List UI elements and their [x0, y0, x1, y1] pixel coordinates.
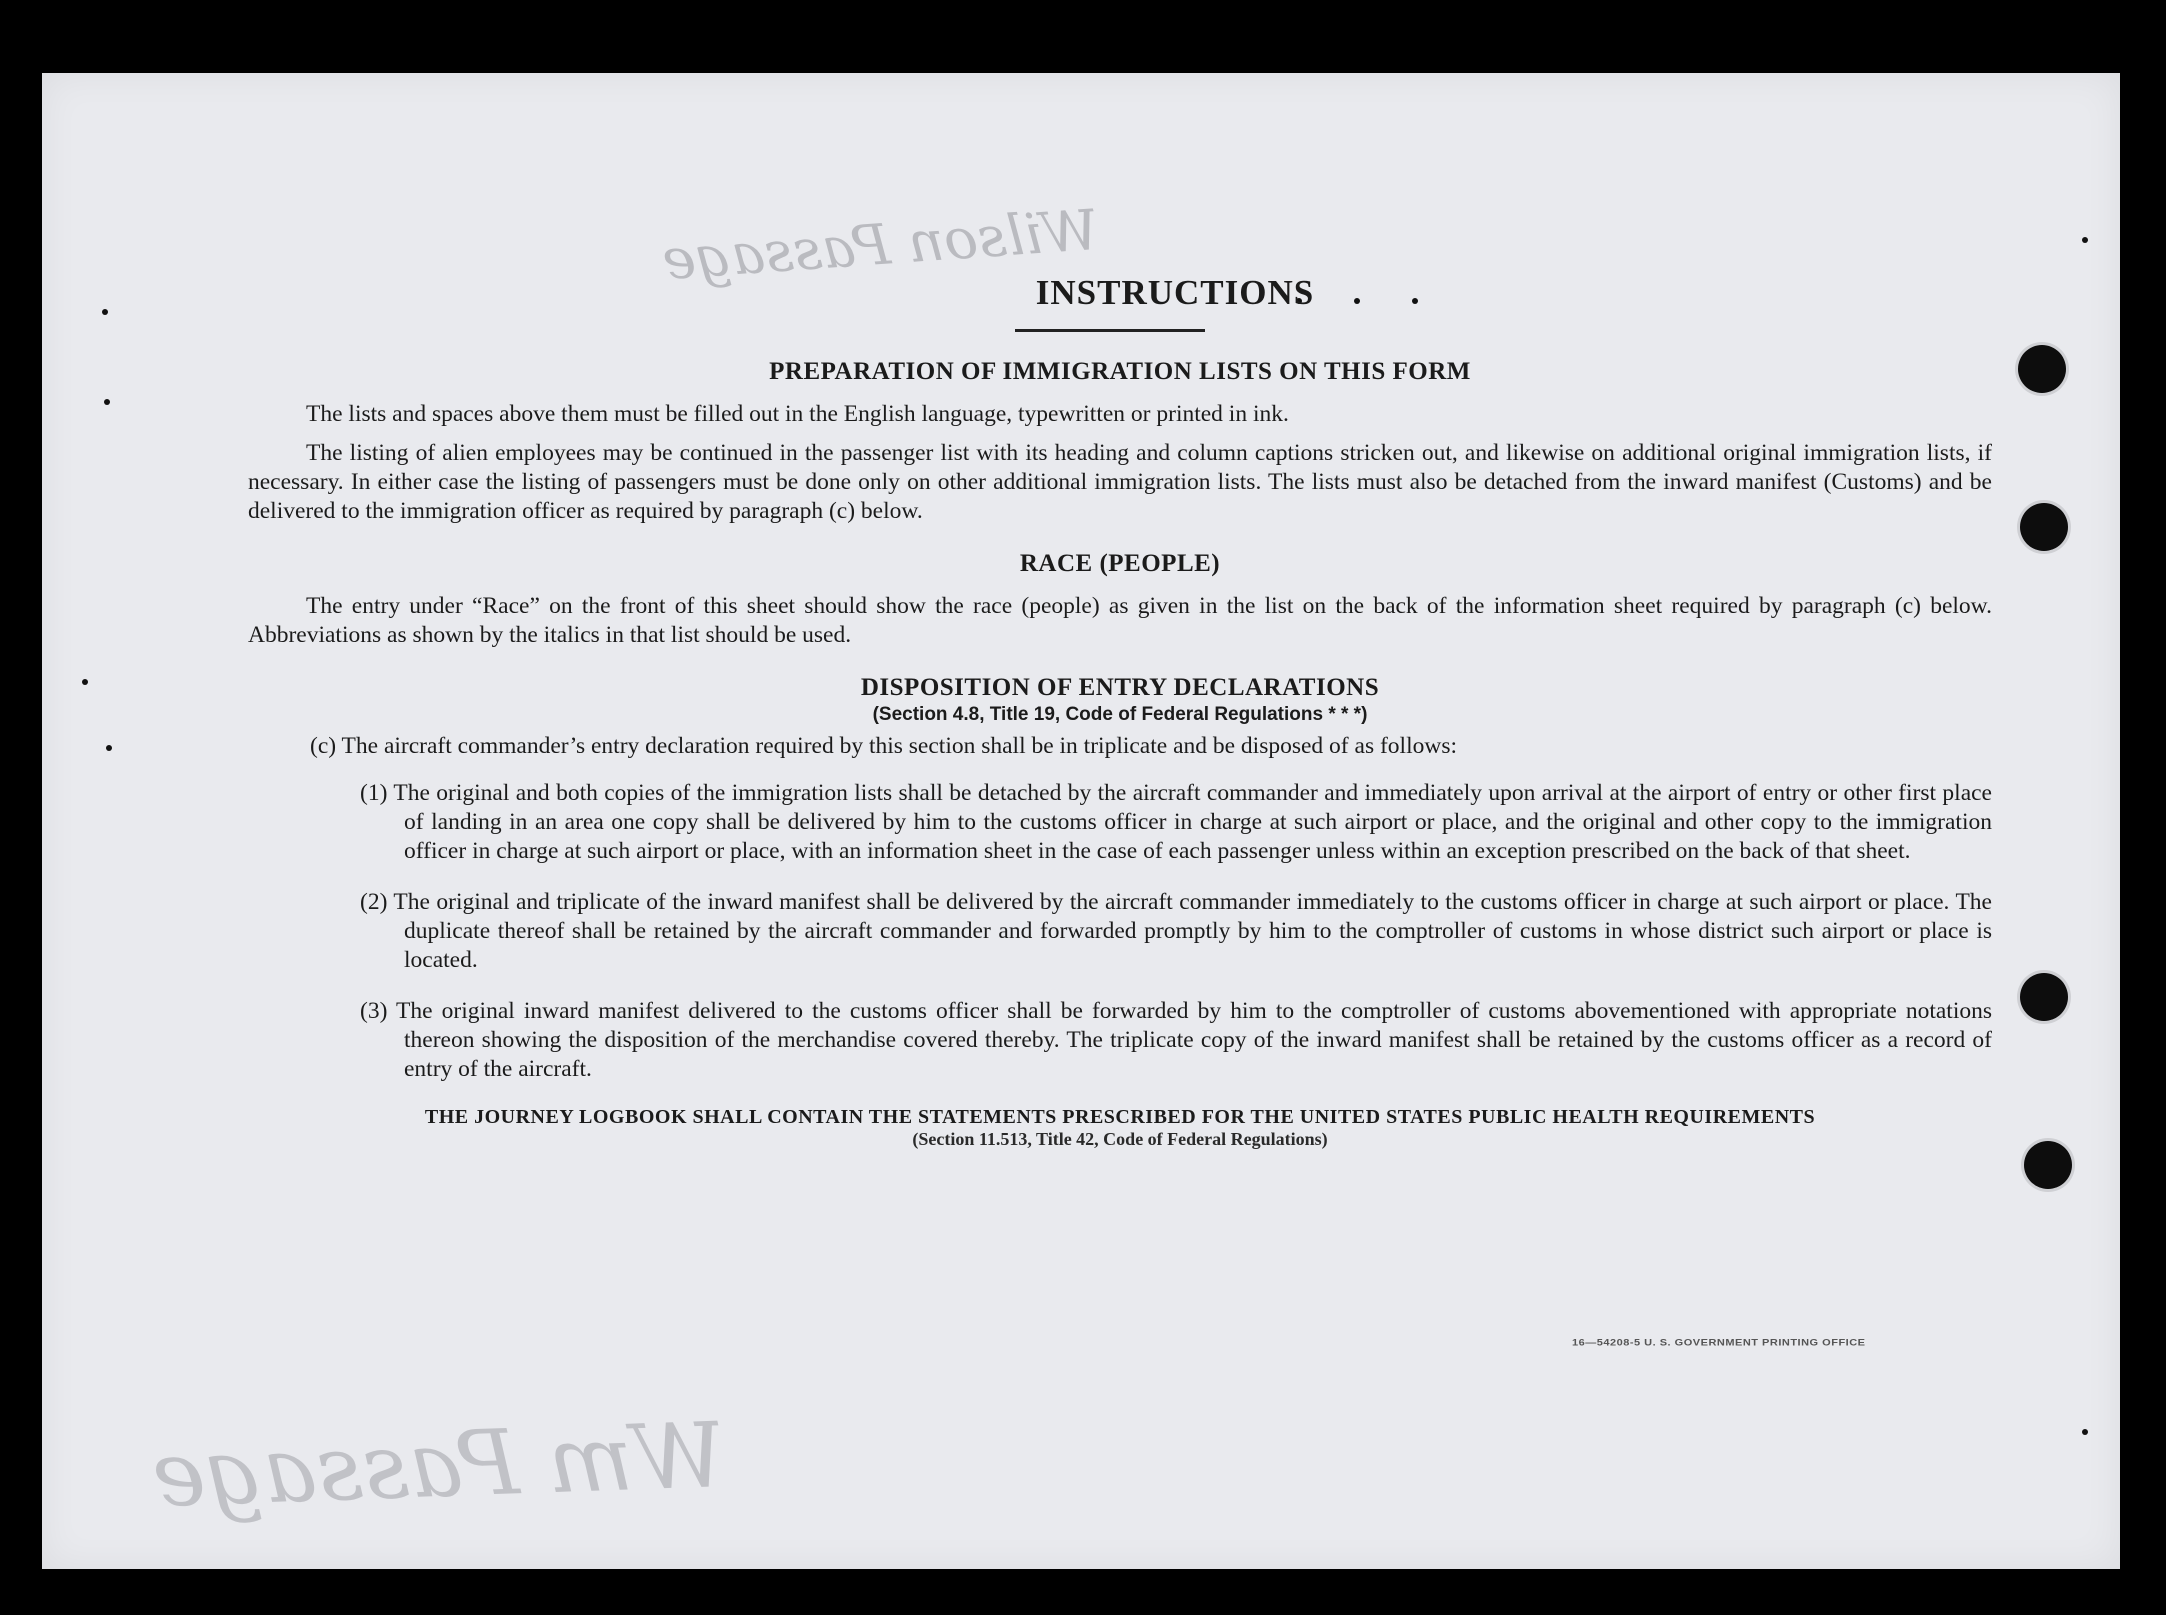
- list-item-1: (1) The original and both copies of the immigration lists shall be detached by the aircraft commander and immediately upon arrival at the airport of entry or other first place of landing in an area one copy shall be delivered by him to the customs officer in charge at such airport or place, and the original and other copy to the immigration officer in charge at such airport or place, with an information sheet in the case of each passenger unless within an exception prescribed on the back of that sheet.: [360, 780, 1992, 864]
- scan-speck: [104, 399, 110, 405]
- binder-hole-3: [2020, 973, 2068, 1021]
- section-subheading-disposition: (Section 4.8, Title 19, Code of Federal Regulations * * *): [872, 704, 1368, 725]
- section-heading-race: RACE (PEOPLE): [1019, 550, 1221, 577]
- handwritten-note-top: Wilson Passage: [660, 197, 1101, 294]
- scan-speck: [2082, 1429, 2088, 1435]
- binder-hole-2: [2020, 503, 2068, 551]
- title-underline: [1015, 329, 1205, 332]
- scan-speck: [82, 679, 88, 685]
- handwritten-note-bottom: Wm Passage: [150, 1403, 728, 1528]
- binder-hole-1: [2018, 345, 2066, 393]
- page-title: INSTRUCTIONS: [1035, 273, 1315, 312]
- scan-speck: [102, 309, 108, 315]
- section-heading-disposition: DISPOSITION OF ENTRY DECLARATIONS: [860, 674, 1380, 701]
- list-item-3: (3) The original inward manifest delivered to the customs officer shall be forwarded by him to the comptroller of customs abovementioned with appropriate notations thereon showing the disposition of the merchandise covered thereby. The triplicate copy of the inward manifest shall be retained by the customs officer as a record of entry of the aircraft.: [360, 998, 1992, 1082]
- paragraph-preparation-1: The lists and spaces above them must be filled out in the English language, typewritten or printed in ink.: [306, 401, 1289, 427]
- paragraph-race: The entry under “Race” on the front of this sheet should show the race (people) as given in the list on the back of the information sheet required by paragraph (c) below. Abbreviations as shown by the italics in that list should be used.: [248, 593, 1992, 648]
- paragraph-preparation-2: The listing of alien employees may be continued in the passenger list with its heading and column captions stricken out, and likewise on additional original immigration lists, if necessary. In either case the listing of passengers must be done only on other additional immigration lists. The lists must also be detached from the inward manifest (Customs) and be delivered to the immigration officer as required by paragraph (c) below.: [248, 440, 1992, 524]
- document-sheet: [42, 73, 2120, 1569]
- list-item-2: (2) The original and triplicate of the inward manifest shall be delivered by the aircraft commander immediately to the customs officer in charge at such airport or place. The duplicate thereof shall be retained by the aircraft commander and forwarded promptly by him to the comptroller of customs in whose district such airport or place is located.: [360, 889, 1992, 973]
- paragraph-c-intro: (c) The aircraft commander’s entry declaration required by this section shall be in triplicate and be disposed of as follows:: [310, 733, 1457, 759]
- section-heading-preparation: PREPARATION OF IMMIGRATION LISTS ON THIS FORM: [769, 358, 1471, 385]
- instructions-content: [248, 273, 1992, 1150]
- footer-regulation-citation: (Section 11.513, Title 42, Code of Federal Regulations): [912, 1129, 1328, 1149]
- footer-health-requirements: THE JOURNEY LOGBOOK SHALL CONTAIN THE STATEMENTS PRESCRIBED FOR THE UNITED STATES PUBLIC HEALTH REQUIREMENTS: [424, 1106, 1816, 1128]
- scan-speck: [106, 745, 112, 751]
- scan-speck: [2082, 237, 2088, 243]
- binder-hole-4: [2024, 1141, 2072, 1189]
- printer-imprint: 16—54208-5 U. S. GOVERNMENT PRINTING OFFICE: [1572, 1338, 1866, 1348]
